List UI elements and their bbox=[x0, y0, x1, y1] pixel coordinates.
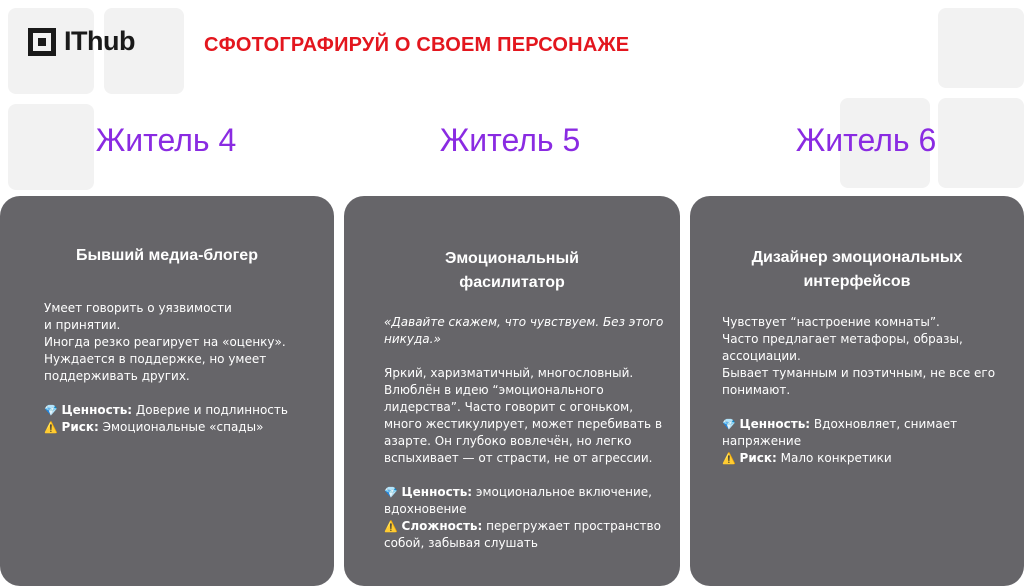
risk-label: Сложность: bbox=[401, 519, 483, 533]
risk-line bbox=[44, 419, 314, 436]
risk-label: Риск: bbox=[61, 420, 99, 434]
card-title: Эмоциональный фасилитатор bbox=[445, 250, 579, 291]
value-text: Доверие и подлинность bbox=[135, 403, 288, 417]
value-label: Ценность: bbox=[401, 485, 473, 499]
warning-icon: ⚠️ bbox=[722, 452, 736, 465]
slide-title: СФОТОГРАФИРУЙ О СВОЕМ ПЕРСОНАЖЕ bbox=[204, 34, 630, 56]
gem-icon: 💎 bbox=[384, 486, 398, 499]
description-line: Бывает туманным и поэтичным, не все его bbox=[722, 366, 996, 380]
description: Яркий, харизматичный, многословный. Влюблён в идею “эмоционального лидерства”. Часто говорит с огоньком, много жестикулирует, может перебивать в азарте. Он глубоко вовлечён, но легко вспыхивает — от страсти, не от агрессии. bbox=[384, 366, 663, 465]
description-line: Иногда резко реагирует на «оценку». bbox=[44, 335, 286, 349]
risk-text: Мало конкретики bbox=[780, 451, 892, 465]
risk-text: перегружает пространство собой, забывая слушать bbox=[384, 519, 661, 550]
persona-card-5 bbox=[344, 196, 680, 586]
description-line: Умеет говорить о уязвимости bbox=[44, 301, 232, 315]
logo-text: IThub bbox=[64, 26, 135, 56]
decor-tile bbox=[938, 8, 1024, 88]
card-body bbox=[44, 300, 314, 436]
value-text: эмоциональное включение, вдохновение bbox=[384, 485, 652, 516]
gem-icon: 💎 bbox=[722, 418, 736, 431]
logo-square-icon bbox=[28, 28, 56, 56]
persona-card-6 bbox=[690, 196, 1024, 586]
persona-card-4 bbox=[0, 196, 334, 586]
card-title: Дизайнер эмоциональных интерфейсов bbox=[751, 249, 963, 290]
value-line bbox=[722, 416, 1012, 450]
column-heading-6: Житель 6 bbox=[795, 122, 937, 158]
card-body bbox=[384, 314, 672, 552]
column-heading-4: Житель 4 bbox=[95, 122, 237, 158]
card-title: Бывший медиа-блогер bbox=[76, 247, 258, 264]
risk-line bbox=[722, 450, 1012, 467]
description-line: понимают. bbox=[722, 383, 791, 397]
description-line: Часто предлагает метафоры, образы, bbox=[722, 332, 963, 346]
description-line: ассоциации. bbox=[722, 349, 801, 363]
warning-icon: ⚠️ bbox=[384, 520, 398, 533]
gem-icon: 💎 bbox=[44, 404, 58, 417]
value-label: Ценность: bbox=[739, 417, 811, 431]
description-line: Нуждается в поддержке, но умеет bbox=[44, 352, 267, 366]
value-line bbox=[384, 484, 672, 518]
warning-icon: ⚠️ bbox=[44, 421, 58, 434]
risk-label: Риск: bbox=[739, 451, 777, 465]
description-line: поддерживать других. bbox=[44, 369, 190, 383]
value-label: Ценность: bbox=[61, 403, 133, 417]
risk-line bbox=[384, 518, 672, 552]
brand-logo bbox=[28, 26, 135, 57]
persona-quote: «Давайте скажем, что чувствуем. Без этого никуда.» bbox=[384, 315, 664, 346]
value-line bbox=[44, 402, 314, 419]
column-heading-5: Житель 5 bbox=[439, 122, 581, 158]
description-line: Чувствует “настроение комнаты”. bbox=[722, 315, 940, 329]
value-text: Вдохновляет, снимает напряжение bbox=[722, 417, 958, 448]
risk-text: Эмоциональные «спады» bbox=[102, 420, 264, 434]
description-line: и принятии. bbox=[44, 318, 121, 332]
card-body bbox=[722, 314, 1012, 467]
